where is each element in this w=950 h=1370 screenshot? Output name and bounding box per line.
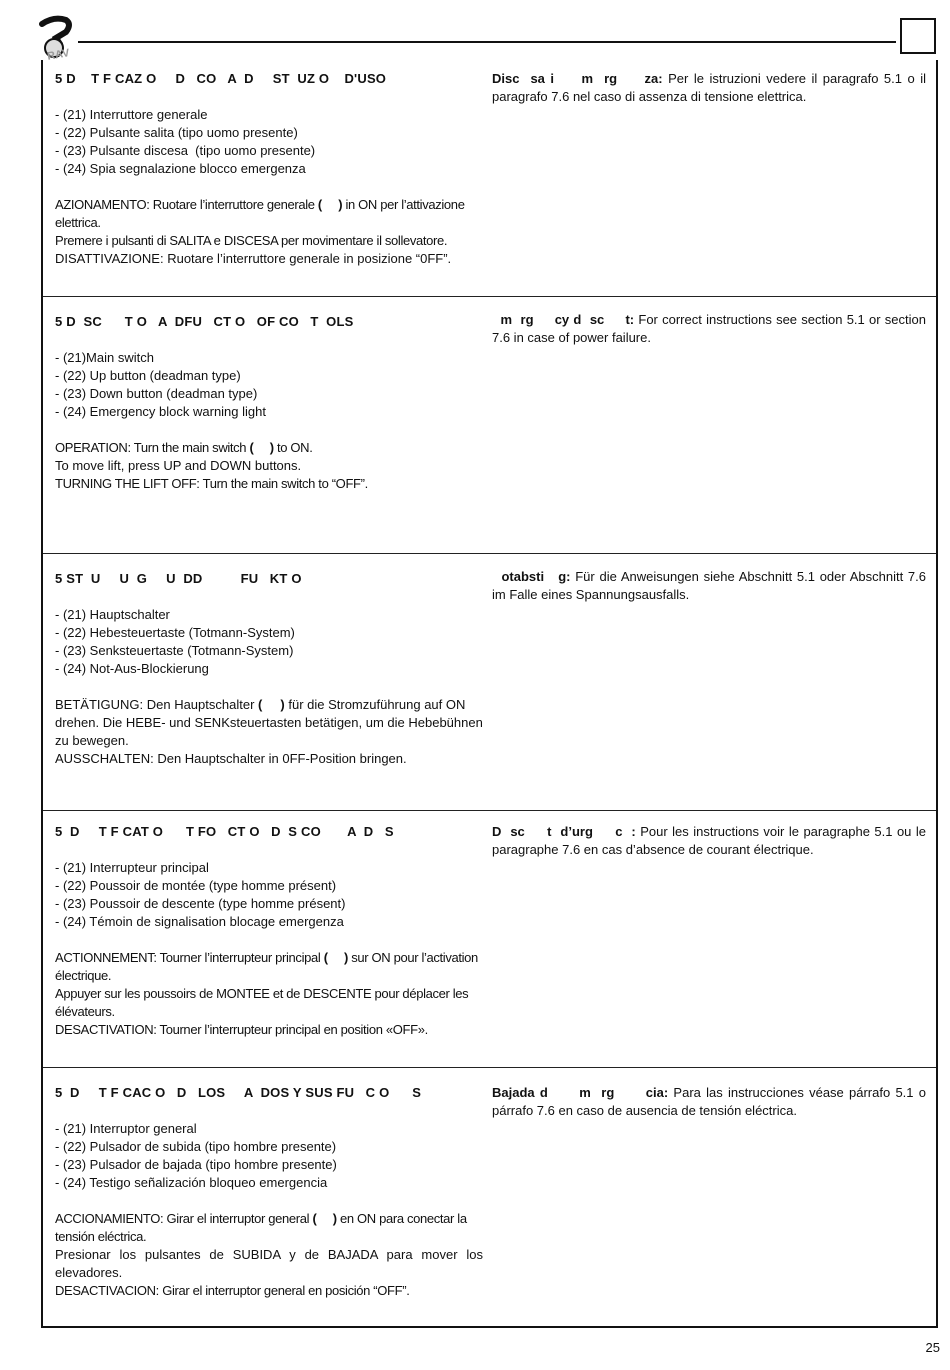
operation-text [55,696,483,768]
operation-move: Presionar los pulsantes de SUBIDA y de BAJADA para mover los elevadores. [55,1247,483,1280]
emergency-descent-note [492,568,926,604]
header-rule [78,41,896,43]
list-item: - (21) Interruptor general [55,1121,197,1136]
operation-deactivate: DESACTIVACION: Girar el interruptor general en posición “OFF”. [55,1283,410,1298]
list-item: - (22) Hebesteuertaste (Totmann-System) [55,625,295,640]
operation-deactivate: TURNING THE LIFT OFF: Turn the main switch to “OFF”. [55,476,368,491]
brand-logo [38,14,80,62]
section-left-column [55,70,483,268]
section-spanish [43,1068,936,1326]
page-number: 25 [925,1340,940,1355]
operation-deactivate: DISATTIVAZIONE: Ruotare l’interruttore generale in posizione “0FF”. [55,251,452,266]
content-frame [41,60,938,1328]
operation-start-end: en ON para conectar la tensión eléctrica. [55,1211,467,1244]
logo-text: RAV [46,47,71,62]
operation-move: Appuyer sur les poussoirs de MONTEE et de DESCENTE pour déplacer les élévateurs. [55,986,469,1019]
corner-box [900,18,936,54]
emergency-text: Pour les instructions voir le paragraphe 5.1 ou le paragraphe 7.6 en cas d’absence de courant électrique. [492,824,926,857]
list-item: - (23) Pulsante discesa (tipo uomo presente) [55,143,316,158]
emergency-descent-note [492,70,926,106]
list-item: - (22) Up button (deadman type) [55,368,241,383]
emergency-descent-note [492,1084,926,1120]
operation-deactivate: DESACTIVATION: Tourner l’interrupteur principal en position «OFF». [55,1022,428,1037]
list-item: - (21)Main switch [55,350,154,365]
list-item: - (24) Emergency block warning light [55,404,266,419]
operation-start: BETÄTIGUNG: Den Hauptschalter [55,697,259,712]
operation-start: AZIONAMENTO: Ruotare l’interruttore generale [55,197,318,212]
operation-start-end: sur ON pour l’activation électrique. [55,950,478,983]
list-item: - (24) Témoin de signalisation blocage emergenza [55,914,344,929]
emergency-text: Für die Anweisungen siehe Abschnitt 5.1 oder Abschnitt 7.6 im Falle eines Spannungsausfalls. [492,569,926,602]
emergency-label: D sc t d’urg c : [492,824,636,839]
list-item: - (21) Interrupteur principal [55,860,209,875]
switch-ref: ( ) [249,440,274,455]
switch-ref: ( ) [317,197,343,212]
list-item: - (21) Interruttore generale [55,107,208,122]
emergency-descent-note [492,823,926,859]
emergency-label: m rg cy d sc t: [492,312,635,327]
switch-ref: ( ) [323,950,348,965]
operation-move: Premere i pulsanti di SALITA e DISCESA per movimentare il sollevatore. [55,233,448,248]
operation-start: ACTIONNEMENT: Tourner l’interrupteur principal [55,950,324,965]
list-item: - (22) Pulsante salita (tipo uomo presente) [55,125,298,140]
operation-text [55,1210,483,1300]
operation-text [55,439,483,493]
section-german [43,554,936,811]
list-item: - (23) Poussoir de descente (type homme présent) [55,896,346,911]
section-english [43,297,936,554]
operation-start-end: in ON per l’attivazione elettrica. [55,197,465,230]
list-item: - (21) Hauptschalter [55,607,170,622]
list-item: - (23) Down button (deadman type) [55,386,258,401]
emergency-label: Bajada d m rg cia: [492,1085,669,1100]
section-french [43,811,936,1068]
section-italian [43,60,936,297]
section-left-column [55,570,483,768]
operation-start: OPERATION: Turn the main switch [55,440,250,455]
switch-ref: ( ) [312,1211,337,1226]
switch-ref: ( ) [258,697,285,712]
emergency-label: otabsti g: [492,569,571,584]
emergency-text: Per le istruzioni vedere il paragrafo 5.1 o il paragrafo 7.6 nel caso di assenza di tensione elettrica. [492,71,927,104]
operation-start-end: für die Stromzuführung auf ON drehen. Die HEBE- und SENKsteuertasten betätigen, um die Hebebühnen zu bewegen. [55,697,483,748]
section-title: 5 D T F CAC O D LOS A DOS Y SUS FU C O S [55,1085,422,1100]
emergency-text: For correct instructions see section 5.1 or section 7.6 in case of power failure. [492,312,926,345]
section-title: 5 D T F CAT O T FO CT O D S CO A D S [55,824,394,839]
operation-move: To move lift, press UP and DOWN buttons. [55,458,302,473]
list-item: - (23) Senksteuertaste (Totmann-System) [55,643,294,658]
list-item: - (24) Not-Aus-Blockierung [55,661,209,676]
operation-start: ACCIONAMIENTO: Girar el interruptor general [55,1211,313,1226]
emergency-descent-note [492,311,926,347]
operation-text [55,949,483,1039]
emergency-label: Disc sa i m rg za: [492,71,663,86]
list-item: - (24) Spia segnalazione blocco emergenza [55,161,306,176]
list-item: - (24) Testigo señalización bloqueo emergencia [55,1175,328,1190]
list-item: - (22) Poussoir de montée (type homme présent) [55,878,337,893]
section-title: 5 D T F CAZ O D CO A D ST UZ O D'USO [55,71,387,86]
list-item: - (23) Pulsador de bajada (tipo hombre presente) [55,1157,337,1172]
section-title: 5 ST U U G U DD FU KT O [55,571,302,586]
list-item: - (22) Pulsador de subida (tipo hombre presente) [55,1139,337,1154]
section-left-column [55,823,483,1039]
operation-deactivate: AUSSCHALTEN: Den Hauptschalter in 0FF-Position bringen. [55,751,407,766]
emergency-text: Para las instrucciones véase párrafo 5.1 o párrafo 7.6 en caso de ausencia de tensión eléctrica. [492,1085,926,1118]
operation-text [55,196,483,268]
operation-start-end: to ON. [273,440,313,455]
section-left-column [55,313,483,493]
section-title: 5 D SC T O A DFU CT O OF CO T OLS [55,314,354,329]
section-left-column [55,1084,483,1300]
